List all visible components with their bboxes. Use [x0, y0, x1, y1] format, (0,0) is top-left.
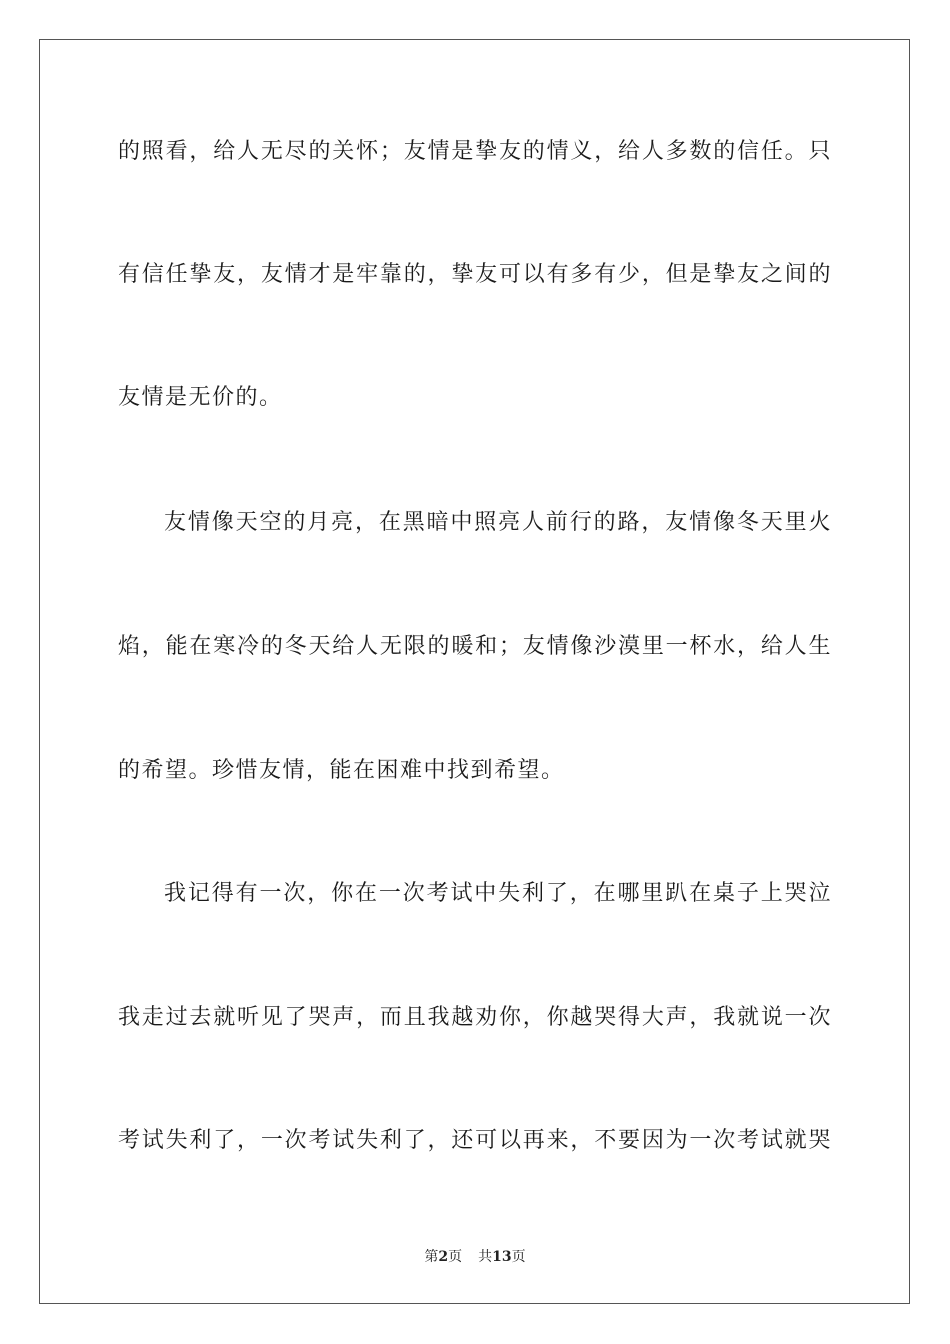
- page-suffix: 页: [448, 1249, 463, 1265]
- text-line: 友情是无价的。: [118, 385, 283, 410]
- paragraph-first-line: 我记得有一次，你在一次考试中失利了，在哪里趴在桌子上哭泣: [164, 881, 832, 906]
- page-border: [39, 39, 910, 1304]
- page-prefix: 第: [424, 1249, 439, 1265]
- text-line: 我走过去就听见了哭声，而且我越劝你，你越哭得大声，我就说一次: [118, 1005, 832, 1030]
- paragraph-first-line: 友情像天空的月亮，在黑暗中照亮人前行的路，友情像冬天里火: [164, 510, 832, 535]
- page-number: 2: [438, 1249, 449, 1265]
- text-line: 焰，能在寒冷的冬天给人无限的暖和；友情像沙漠里一杯水，给人生: [118, 634, 832, 659]
- text-line: 考试失利了，一次考试失利了，还可以再来，不要因为一次考试就哭: [118, 1128, 832, 1153]
- page-footer: [0, 1247, 950, 1267]
- total-pages: 13: [492, 1249, 512, 1265]
- text-line: 的照看，给人无尽的关怀；友情是挚友的情义，给人多数的信任。只: [118, 139, 832, 164]
- total-suffix: 页: [511, 1249, 526, 1265]
- total-prefix: 共: [478, 1249, 493, 1265]
- text-line: 的希望。珍惜友情，能在困难中找到希望。: [118, 758, 565, 783]
- text-line: 有信任挚友，友情才是牢靠的，挚友可以有多有少，但是挚友之间的: [118, 262, 832, 287]
